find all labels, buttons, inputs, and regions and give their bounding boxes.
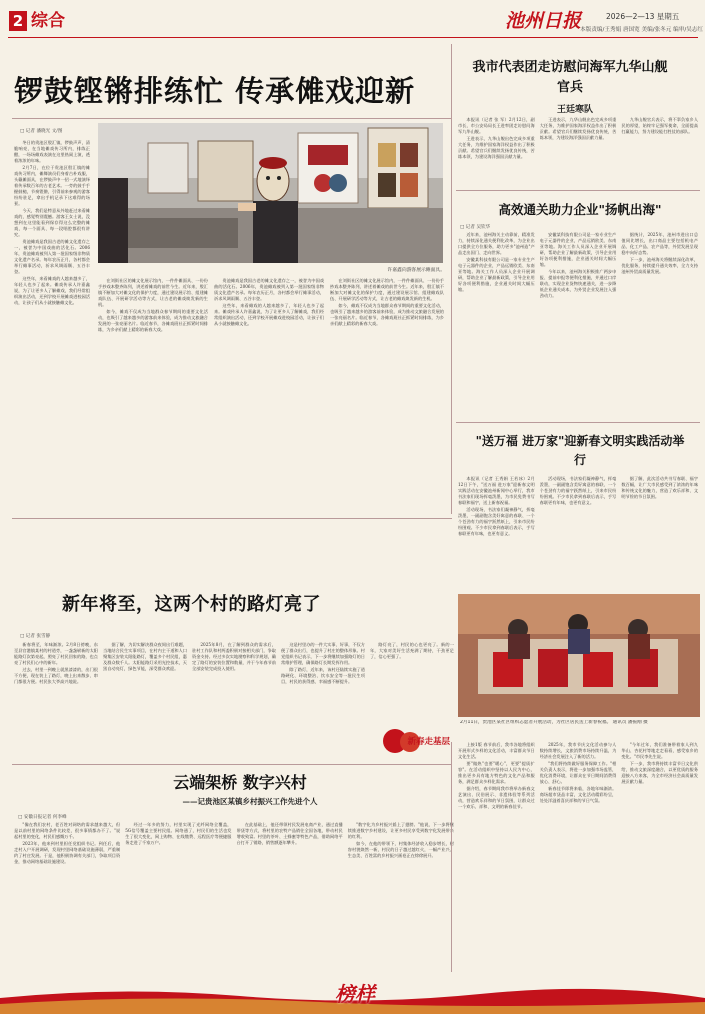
lead-photo (98, 123, 443, 263)
customs-paragraph: 安徽某科技有限公司是一家专业生产电子元器件的企业，产品远销欧美、东南亚等地。海关工作人员深入企业开展调研，帮助企业了解最新政策，引导企业用好各项便利措施，企业通关时间大幅压缩。 (458, 256, 535, 293)
blessing-body-col (621, 476, 698, 589)
footer-logo: 榜样 (335, 982, 375, 1006)
customs-body-col (458, 232, 535, 418)
blessing-body-col (458, 476, 535, 589)
digital-village-body (14, 822, 454, 972)
section-rule (456, 190, 700, 191)
lead-paragraph: 这些年，来看傩戏的人越来越多了，年轻人也多了起来。傩戏传承人许嘉鑫说，为了让更多人了解傩戏，我们经常组织演出活动，还到学校开展傩戏进校园活动，让孩子们从小就接触傩文化。 (14, 276, 90, 306)
customs-body-col (621, 232, 698, 418)
section-title: 综合 (31, 11, 65, 31)
streetlight-body-col (281, 642, 365, 762)
lead-paragraph: 今天，我们是特意从外地赶过来看傩戏的，感觉特别震撼。游客王女士说，没想到在这里能看到保存得这么完整的傩戏，每一个面具、每一段唱腔都很有讲究。 (14, 208, 90, 238)
digital-village-subtitle: ——记贵池区某镇乡村振兴工作先进个人 (182, 797, 318, 806)
page-number-badge: 2 (9, 11, 27, 31)
blessing-story-headline: "送万福 进万家"迎新春文明实践活动举行 (475, 434, 685, 467)
navy-paragraph: 本报讯（记者 张 军）2月12日，副市长、市公安局局长王进率团走访慰问海军九华山舰。 (458, 117, 535, 135)
digital-village-body-col (237, 822, 343, 972)
blessing-paragraph: 活动现场，书法家们凝神静气，挥毫泼墨，一副副饱含美好寓意的春联、一个个苍劲有力的福字跃然纸上，引来市民纷纷围观。不少市民拿到春联后表示，手写春联更有年味，也更有意义。 (539, 476, 617, 506)
streetlight-paragraph: 据了解，为切实解决群众夜间出行难题，当地结合民生实事项目，在村内主干道和人口聚集区安装太阳能路灯，覆盖多个村民组，惠及群众数千人。太阳能路灯采用光控技术，天黑自动亮灯，绿色节能，深受群众欢迎。 (103, 642, 187, 672)
header-rule (8, 37, 698, 38)
customs-story-headline: 高效通关助力企业"扬帆出海" (498, 202, 662, 217)
digital-village-body-col (125, 822, 231, 972)
calligraphy-photo-caption: 2月11日，贵池区某社区组织志愿者开展活动，为社区居民送上新春祝福。 通讯员 潘振刚 摄 (460, 720, 648, 725)
continued-paragraph: "我们将持续做好服务保障工作。"相关负责人表示，将进一步加强市场监管，优化消费环境，让群众在节日期间消费得放心、舒心。 (539, 760, 617, 785)
page-header (0, 0, 705, 40)
editor-credits: 本版责编/王秀娟 唐国宽 美编/张冬元 编审/吴志红 (580, 27, 703, 33)
lead-paragraph: 贵池傩戏是我国古老的傩文化遗存之一，被誉为中国戏曲的活化石。2006年，贵池傩戏被列入第一批国家级非物质文化遗产名录。每年农历正月，各村都会举行傩事活动，祈求风调雨顺、五谷丰登。 (14, 239, 90, 275)
navy-story-author: 王廷寒队 (556, 105, 593, 114)
lead-photo-caption: 许嘉鑫向游客展示傩面具。 (387, 268, 445, 273)
continued-paragraph: 上接1版 春节前后，我市各地将组织开展形式多样的文化活动，丰富群众节日文化生活。 (458, 742, 535, 760)
lead-paragraph: 这些年，来看傩戏的人越来越多了，年轻人也多了起来。傩戏传承人许嘉鑫说，为了让更多人了解傩戏，我们经常组织演出活动，还到学校开展傩戏进校园活动，让孩子们从小就接触傩文化。 (214, 302, 324, 327)
customs-paragraph: 今年以来，池州海关积极推广两步申报、提前申报等便利化措施，并通过口岸联动，实现企业货物快速通关，进一步降低企业通关成本，为外贸企业发展注入强劲动力。 (539, 269, 617, 299)
continued-paragraph: 2025年，我市节庆文化活动参与人数持续增长，文旅消费市场持续升温，为经济社会发展注入了新的活力。 (539, 742, 617, 760)
digital-village-body-col (14, 822, 120, 972)
streetlight-body-col (103, 642, 187, 762)
lead-paragraph: 如今，傩戏不仅成为当地群众春节期间的重要文化活动，也吸引了越来越多的游客前来体验，成为推动文旅融合发展的一张亮丽名片。临近春节，各傩戏班社正抓紧时间排练，为乡亲们献上精彩的新春大戏。 (330, 302, 444, 327)
continued-paragraph: 下一步，我市将持续丰富节日文化供给，推动文旅深度融合，以更优质的服务迎接八方来客，为全市经济社会高质量发展贡献力量。 (621, 760, 698, 785)
continued-body-col (621, 742, 698, 972)
streetlight-paragraph: 过去，村里一到晚上就黑漆漆的，出门很不方便，现在装上了路灯，晚上出来散步、串门都很方便。村民张大爷高兴地说。 (14, 666, 98, 685)
customs-paragraph: 安徽某科技有限公司是一家专业生产电子元器件的企业，产品远销欧美、东南亚等地。海关工作人员深入企业开展调研，帮助企业了解最新政策，引导企业用好各项便利措施，企业通关时间大幅压缩。 (539, 232, 617, 268)
digital-village-headline: 云端架桥 数字兴村 (173, 773, 307, 792)
digital-village-paragraph: "数字化为乡村振兴插上了翅膀。"他说，下一步将继续推进数字乡村建设，让更多村民享受到数字化发展带来的红利。 (347, 822, 454, 840)
lead-headline-rule (12, 118, 452, 119)
blessing-paragraph: 活动现场，书法家们凝神静气，挥毫泼墨，一副副饱含美好寓意的春联、一个个苍劲有力的福字跃然纸上，引来市民纷纷围观。不少市民拿到春联后表示，手写春联更有年味，也更有意义。 (458, 506, 535, 537)
digital-village-body-col (348, 822, 454, 972)
lead-paragraph: 冬日的贵池区殷汇镇，锣鼓声声，清脆响亮，在当地傩戏传习所内，排练正酣，一场场傩戏表演在这里热闹上演，透着浓浓的年味。 (14, 140, 90, 164)
lead-paragraph: 如今，傩戏不仅成为当地群众春节期间的重要文化活动，也吸引了越来越多的游客前来体验，成为推动文旅融合发展的一张亮丽名片。临近春节，各傩戏班社正抓紧时间排练，为乡亲们献上精彩的新春大戏。 (98, 308, 208, 333)
new-spring-badge (380, 726, 450, 756)
navy-paragraph: 王进表示，九华山舰出色完成多项重大任务，为维护国家海洋权益作出了积极贡献。希望官兵们继续发扬优良传统，苦练本领，为建设海洋强国贡献力量。 (458, 135, 535, 160)
customs-byline: □ 记者 吴钦华 (460, 225, 491, 230)
streetlight-headline: 新年将至，这两个村的路灯亮了 (62, 594, 321, 615)
lead-paragraph: 2月7日，在位于贵池区殷汇镇的傩戏传习所内，傩舞演员们身着古朴戏服，头戴傩面具，在锣鼓声中一招一式地演绎着传承数百年的古老艺术。一旁的鼓手手握鼓槌，节奏铿锵，引得前来参观的游客纷纷驻足，拿出手机记录下这难得的场景。 (14, 164, 90, 207)
digital-village-paragraph: 经过一年多的努力，村里实现了光纤网络全覆盖，5G信号覆盖主要村民组。网络通了，村民们的生活也发生了很大变化，网上购物、在线缴费、远程医疗等便捷服务走进了千家万户。 (125, 822, 232, 846)
digital-village-byline: □ 安徽日报记者 何李峰 (18, 815, 67, 820)
continued-paragraph: 要"做热"也要"暖心"，更要"提质扩容"。在活动组织中坚持以人民为中心，推出更多具有地方特色的文化产品和服务，满足群众多样化需求。 (458, 760, 535, 785)
calligraphy-photo (458, 594, 700, 717)
calligraphy-event-illustration (458, 594, 700, 717)
streetlight-body-col (370, 642, 454, 727)
customs-body-col (540, 232, 617, 418)
museum-photo-illustration (98, 123, 443, 263)
streetlight-paragraph: 2025年8月，在了解到群众的需求后，驻村工作队和村两委积极对接相关部门，争取资金支持。经过多次实地勘察和科学规划，确定了路灯的安装位置和数量，并于今年春节前全部安装完成投入使用。 (192, 642, 276, 672)
digital-village-paragraph: 如今，在他的带领下，村集体经济收入稳步增长，村容村貌焕然一新，村民的日子越过越红火，一幅产业兴、生态美、百姓富的乡村振兴画卷正在徐徐展开。 (347, 840, 454, 858)
customs-paragraph: 下一步，池州海关将继续深化改革，优化服务，持续提升通关效率，全力支持池州外贸高质量发展。 (621, 256, 698, 275)
continued-body-col (458, 742, 535, 972)
digital-village-paragraph: "像在我们农村，老百姓对网络的需求越来越大，但是以前村里的网络条件比较差，很多事情都办不了。"说起村里的变化，村民们感慨万千。 (14, 822, 121, 840)
blessing-paragraph: 本报讯（记者 王秀娟 王若冰）2月12日下午，"送万福 进万家"迎新春文明实践活动在安徽池州新闻中心举行，我市书法家们现场挥毫泼墨，为市民免费书写春联和福字，送上新春祝福。 (458, 476, 535, 506)
streetlight-paragraph: 路灯亮了，村民的心也更亮了。新的一年，大家对美好生活充满了期待，干劲更足了，信心更强了。 (370, 642, 454, 660)
section-rule (12, 518, 452, 519)
customs-story-body (458, 232, 698, 418)
continued-paragraph: 据介绍，春节期间我市将举办新春文艺演出、民俗展示、非遗体验等系列活动，营造欢乐祥和的节日氛围，让群众过一个欢乐、祥和、文明的新春佳节。 (458, 785, 535, 809)
masthead-logo: 池州日报 (505, 10, 582, 32)
navy-paragraph: 九华山舰官兵表示，将不辜负家乡人民的厚望，始终牢记强军使命，全面提高打赢能力，努力建设能打胜仗的部队。 (621, 117, 698, 135)
section-rule (456, 422, 700, 423)
navy-story-headline: 我市代表团走访慰问海军九华山舰官兵 (472, 60, 668, 95)
streetlight-paragraph: 新春将至，年味渐浓。2月8日傍晚，东至县官港镇某村的村道旁，一盏盏崭新的太阳能路灯次第亮起，照亮了村民回家的路，也点亮了村民们心中的新年。 (14, 642, 98, 666)
navy-paragraph: 王进表示，九华山舰出色完成多项重大任务，为维护国家海洋权益作出了积极贡献。希望官兵们继续发扬优良传统，苦练本领，为建设海洋强国贡献力量。 (539, 117, 617, 141)
lead-paragraph: 在刘街社区的傩文化展示馆内，一件件傩面具、一份份手抄戏本整齐陈列，讲述着傩戏的前世今生。近年来，殷汇镇不断加大对傩文化的保护力度，通过建设展示馆、组建傩戏队伍、开展研学活动等方式，让古老的傩戏焕发新的生机。 (330, 278, 444, 302)
continued-paragraph: 新春佳节即将来临，各地年味渐浓。商场超市货品丰富，文化活动精彩纷呈，处处洋溢着喜庆祥和的节日气氛。 (539, 785, 617, 803)
footer-band (0, 978, 705, 1014)
blessing-body-col (540, 476, 617, 589)
lead-byline: □ 记者 潘晓光 文/图 (20, 129, 63, 134)
issue-date: 2026—2—13 星期五 (606, 12, 680, 21)
streetlight-byline: □ 记者 张雪静 (20, 634, 51, 639)
continued-story-body (458, 742, 698, 972)
lead-body-col1 (14, 140, 90, 512)
column-divider (451, 742, 452, 972)
streetlight-body-col (14, 642, 98, 762)
continued-body-col (540, 742, 617, 972)
lead-paragraph: 贵池傩戏是我国古老的傩文化遗存之一，被誉为中国戏曲的活化石。2006年，贵池傩戏被列入第一批国家级非物质文化遗产名录。每年农历正月，各村都会举行傩事活动，祈求风调雨顺、五谷丰登。 (214, 278, 324, 302)
lead-paragraph: 在刘街社区的傩文化展示馆内，一件件傩面具、一份份手抄戏本整齐陈列，讲述着傩戏的前世今生。近年来，殷汇镇不断加大对傩文化的保护力度，通过建设展示馆、组建傩戏队伍、开展研学活动等方式，让古老的傩戏焕发新的生机。 (98, 278, 208, 308)
navy-story-body (458, 117, 698, 185)
new-spring-badge-text: 新春走基层 (407, 737, 450, 747)
customs-paragraph: 近年来，池州海关主动靠前，精准发力，持续深化通关便利化改革，为企业出口提供全方位服务，助力更多"池州造"产品走出国门、走向世界。 (458, 232, 535, 256)
blessing-paragraph: 据了解，此次活动共书写春联、福字数百幅，让广大市民感受到了浓浓的年味和传统文化的魅力，营造了欢乐祥和、文明节俭的节日氛围。 (621, 476, 698, 500)
lead-headline: 锣鼓铿锵排练忙 传承傩戏迎新 (14, 74, 416, 108)
section-rule (12, 764, 452, 765)
streetlight-paragraph: 除了路灯，近年来，该村还陆续实施了道路硬化、环境整治、饮水安全等一批民生项目，村民的获得感、幸福感不断提升。 (281, 666, 365, 685)
streetlight-paragraph: 这是村里办的一件大实事、好事，不仅方便了群众出行，也提升了村庄的整体形象。村党组织书记表示，下一步将继续加强路灯的日常维护管理，确保路灯长期发挥作用。 (281, 642, 365, 666)
navy-body-col (458, 117, 535, 185)
lead-body-col3 (214, 278, 324, 512)
customs-paragraph: 据统计，2025年，池州市进出口总值同比增长，出口商品主要包括机电产品、化工产品、农产品等，外贸发展呈现稳中向好态势。 (621, 232, 698, 256)
navy-body-col (621, 117, 698, 185)
navy-body-col (540, 117, 617, 185)
digital-village-paragraph: 在此基础上，他还带领村民发展电商产业，通过直播带货等方式，将村里的农特产品销往全国各地，带动村民增收致富。村里的茶叶、土蜂蜜等特色产品，借助网络平台打开了销路，销售额逐年攀升。 (236, 822, 343, 846)
continued-paragraph: "今年过年，我们准备带着家人到九华山、杏花村等地走走看看，感受家乡的变化。"市民李先生说。 (621, 742, 698, 760)
lead-body-col4 (330, 278, 444, 512)
streetlight-body-col (192, 642, 276, 762)
column-divider (451, 44, 452, 514)
blessing-story-body (458, 476, 698, 589)
lead-body-col2 (98, 278, 208, 512)
digital-village-paragraph: 2023年，他来到村里担任党组织书记。到任后，他走村入户开展调研，发现村里网络基础设施薄弱，严重制约了村庄发展。于是，他积极协调有关部门，争取项目资金，推动网络基础设施建设。 (14, 840, 121, 865)
